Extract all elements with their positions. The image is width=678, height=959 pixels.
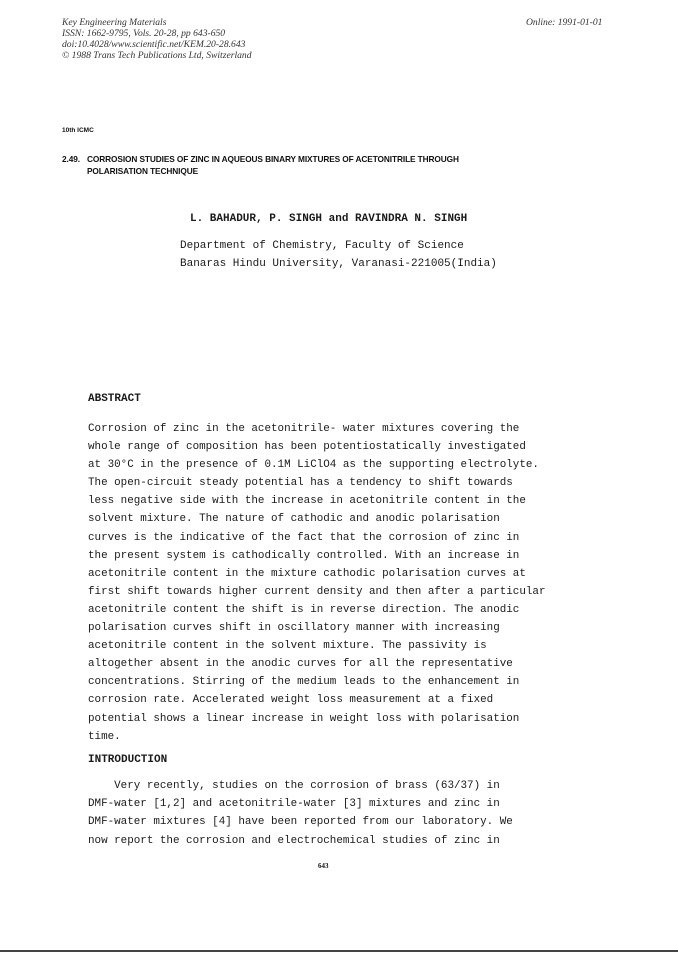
abstract-line: at 30°C in the presence of 0.1M LiClO4 as the supporting electrolyte. <box>88 459 539 472</box>
page-number: 643 <box>318 862 329 870</box>
abstract-heading: ABSTRACT <box>88 393 141 405</box>
introduction-line: DMF-water [1,2] and acetonitrile-water [3] mixtures and zinc in <box>88 798 500 811</box>
abstract-line: polarisation curves shift in oscillatory manner with increasing <box>88 622 500 635</box>
doi-line: doi:10.4028/www.scientific.net/KEM.20-28.643 <box>62 39 246 50</box>
paper-number: 2.49. <box>62 154 80 164</box>
abstract-line: solvent mixture. The nature of cathodic and anodic polarisation <box>88 513 500 526</box>
abstract-line: acetonitrile content the shift is in reverse direction. The anodic <box>88 603 520 616</box>
abstract-line: Corrosion of zinc in the acetonitrile- water mixtures covering the <box>88 423 520 435</box>
abstract-line: time. <box>88 730 121 743</box>
introduction-heading: INTRODUCTION <box>88 754 168 766</box>
abstract-line: whole range of composition has been potentiostatically investigated <box>88 441 526 454</box>
affiliation <box>180 237 497 273</box>
abstract-line: curves is the indicative of the fact that the corrosion of zinc in <box>88 531 520 544</box>
issn-line: ISSN: 1662-9795, Vols. 20-28, pp 643-650 <box>62 28 226 39</box>
abstract-line: The open-circuit steady potential has a tendency to shift towards <box>88 477 513 490</box>
authors: L. BAHADUR, P. SINGH and RAVINDRA N. SINGH <box>190 213 468 225</box>
affiliation-line-2: Banaras Hindu University, Varanasi-221005(India) <box>180 258 497 270</box>
copyright-line: © 1988 Trans Tech Publications Ltd, Switzerland <box>62 50 252 61</box>
abstract-line: altogether absent in the anodic curves for all the representative <box>88 658 513 671</box>
abstract-body <box>88 420 545 746</box>
abstract-line: acetonitrile content in the mixture cathodic polarisation curves at <box>88 567 526 580</box>
journal-meta <box>62 17 252 61</box>
bottom-rule <box>0 950 678 952</box>
abstract-line: less negative side with the increase in acetonitrile content in the <box>88 495 526 508</box>
abstract-line: the present system is cathodically controlled. With an increase in <box>88 549 520 562</box>
journal-name: Key Engineering Materials <box>62 17 167 28</box>
paper-title <box>62 153 622 177</box>
online-date: Online: 1991-01-01 <box>526 17 603 28</box>
introduction-body <box>88 777 513 850</box>
affiliation-line-1: Department of Chemistry, Faculty of Science <box>180 240 464 252</box>
conference-label: 10th ICMC <box>62 127 94 134</box>
abstract-line: concentrations. Stirring of the medium leads to the enhancement in <box>88 676 520 689</box>
paper-title-text-1: CORROSION STUDIES OF ZINC IN AQUEOUS BINARY MIXTURES OF ACETONITRILE THROUGH <box>87 154 459 164</box>
paper-title-line-2: POLARISATION TECHNIQUE <box>87 166 199 176</box>
introduction-line: now report the corrosion and electrochemical studies of zinc in <box>88 834 500 847</box>
introduction-line: DMF-water mixtures [4] have been reported from our laboratory. We <box>88 816 513 829</box>
introduction-line: Very recently, studies on the corrosion of brass (63/37) in <box>88 780 500 792</box>
paper-title-line-1 <box>62 153 622 165</box>
abstract-line: acetonitrile content in the solvent mixture. The passivity is <box>88 640 487 653</box>
abstract-line: first shift towards higher current density and then after a particular <box>88 585 546 598</box>
abstract-line: potential shows a linear increase in weight loss with polarisation <box>88 712 520 725</box>
abstract-line: corrosion rate. Accelerated weight loss measurement at a fixed <box>88 694 494 707</box>
